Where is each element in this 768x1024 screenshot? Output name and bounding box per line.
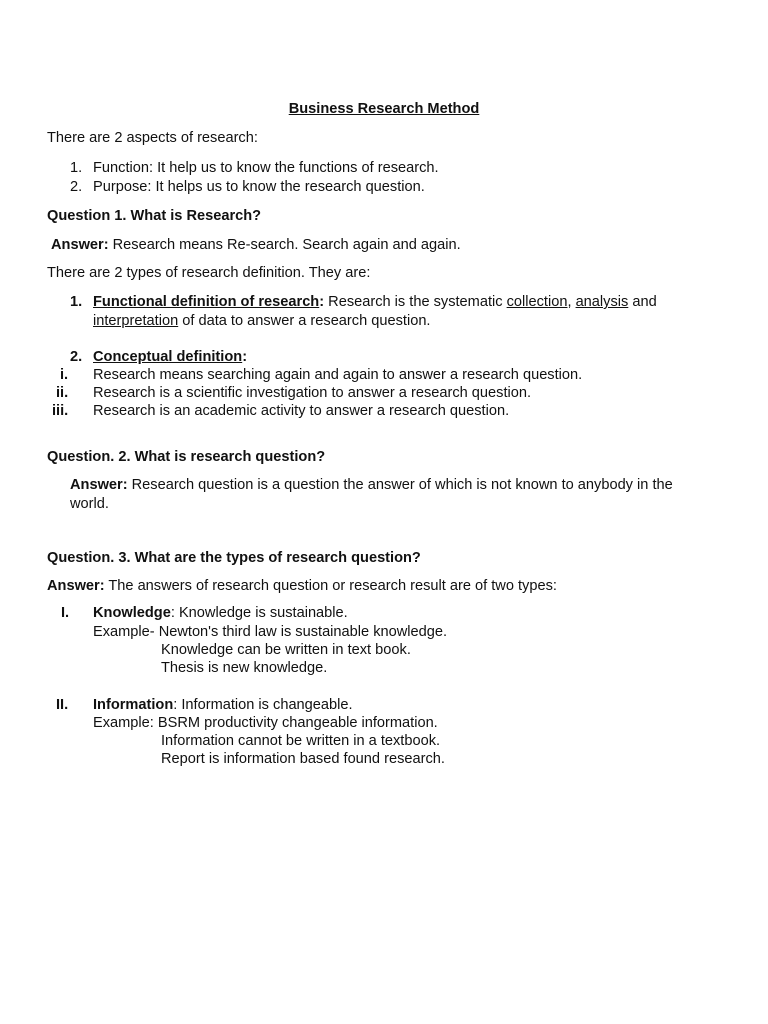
aspect-text-2: Purpose: It helps us to know the research question.	[93, 179, 425, 195]
answer-2-line1	[70, 476, 673, 494]
functional-number: 1.	[70, 294, 83, 310]
functional-and: and	[628, 294, 657, 310]
conceptual-item-text-3: Research is an academic activity to answer a research question.	[93, 403, 510, 419]
knowledge-example: Example- Newton's third law is sustainable knowledge.	[93, 624, 448, 640]
question-3-heading: Question. 3. What are the types of research question?	[47, 550, 421, 566]
knowledge-line	[93, 604, 348, 622]
functional-definition-line2	[93, 312, 431, 330]
types-intro-text: There are 2 types of research definition. They are:	[47, 265, 371, 281]
functional-text-b: of data to answer a research question.	[178, 313, 431, 329]
conceptual-label: Conceptual definition	[93, 349, 243, 365]
functional-label: Functional definition of research	[93, 294, 320, 310]
information-text: : Information is changeable.	[173, 697, 353, 713]
answer-3-label: Answer:	[47, 578, 105, 594]
conceptual-colon: :	[242, 349, 248, 365]
knowledge-number: I.	[61, 605, 70, 621]
document-title: Business Research Method	[288, 101, 480, 117]
functional-colon: :	[319, 294, 325, 310]
answer-1	[51, 236, 461, 254]
knowledge-example-line2: Knowledge can be written in text book.	[161, 642, 411, 658]
word-collection: collection	[506, 294, 568, 310]
aspect-number-1: 1.	[70, 160, 83, 176]
answer-1-label: Answer:	[51, 237, 109, 253]
conceptual-item-number-2: ii.	[56, 385, 69, 401]
conceptual-item-number-3: iii.	[52, 403, 69, 419]
functional-comma: ,	[567, 294, 576, 310]
functional-text-a: Research is the systematic	[324, 294, 507, 310]
knowledge-text: : Knowledge is sustainable.	[170, 605, 348, 621]
question-2-heading: Question. 2. What is research question?	[47, 449, 326, 465]
question-1-heading: Question 1. What is Research?	[47, 208, 262, 224]
word-interpretation: interpretation	[93, 313, 179, 329]
aspect-number-2: 2.	[70, 179, 83, 195]
conceptual-item-text-1: Research means searching again and again to answer a research question.	[93, 367, 583, 383]
information-number: II.	[56, 697, 69, 713]
knowledge-label: Knowledge	[93, 605, 171, 621]
knowledge-example-line3: Thesis is new knowledge.	[161, 660, 328, 676]
information-line	[93, 696, 353, 714]
information-label: Information	[93, 697, 174, 713]
conceptual-definition	[93, 348, 247, 366]
answer-2-label: Answer:	[70, 477, 128, 493]
information-example: Example: BSRM productivity changeable information.	[93, 715, 438, 731]
conceptual-item-number-1: i.	[60, 367, 69, 383]
conceptual-number: 2.	[70, 349, 83, 365]
conceptual-item-text-2: Research is a scientific investigation to answer a research question.	[93, 385, 532, 401]
answer-2-text: Research question is a question the answer of which is not known to anybody in the	[127, 477, 673, 493]
answer-2-line2: world.	[70, 496, 109, 512]
aspect-text-1: Function: It help us to know the functions of research.	[93, 160, 439, 176]
answer-3	[47, 577, 557, 595]
information-example-line3: Report is information based found research.	[161, 751, 445, 767]
functional-definition	[93, 293, 657, 311]
word-analysis: analysis	[575, 294, 629, 310]
answer-1-text: Research means Re-search. Search again and again.	[108, 237, 461, 253]
information-example-line2: Information cannot be written in a textbook.	[161, 733, 441, 749]
intro-text: There are 2 aspects of research:	[47, 130, 258, 146]
answer-3-text: The answers of research question or research result are of two types:	[104, 578, 557, 594]
